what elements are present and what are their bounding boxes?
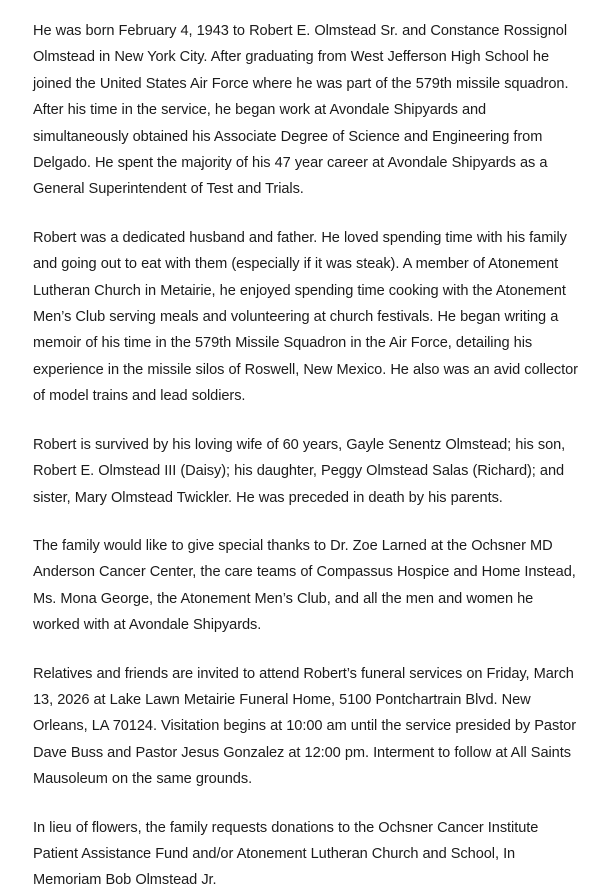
obituary-text-body (33, 18, 578, 894)
paragraph-donations: In lieu of flowers, the family requests donations to the Ochsner Cancer Institute Patient Assistance Fund and/or Atonement Lutheran Church and School, In Memoriam Bob Olmstead Jr. (33, 819, 539, 889)
paragraph-survived-by: Robert is survived by his loving wife of 60 years, Gayle Senentz Olmstead; his son, Robert E. Olmstead III (Daisy); his daughter, Peggy Olmstead Salas (Richard); and sister, Mary Olmstead Twickler. He was preceded in death by his parents. (33, 436, 566, 506)
paragraph-service-details: Relatives and friends are invited to attend Robert’s funeral services on Friday, March 13, 2026 at Lake Lawn Metairie Funeral Home, 5100 Pontchartrain Blvd. New Orleans, LA 70124. Visitation begins at 10:00 am until the service presided by Pastor Dave Buss and Pastor Jesus Gonzalez at 12:00 pm. Interment to follow at All Saints Mausoleum on the same grounds. (33, 665, 577, 788)
paragraph-special-thanks: The family would like to give special thanks to Dr. Zoe Larned at the Ochsner MD Anderson Cancer Center, the care teams of Compassus Hospice and Home Instead, Ms. Mona George, the Atonement Men’s Club, and all the men and women he worked with at Avondale Shipyards. (33, 537, 576, 634)
paragraph-family-and-interests: Robert was a dedicated husband and father. He loved spending time with his family and going out to eat with them (especially if it was steak). A member of Atonement Lutheran Church in Metairie, he enjoyed spending time cooking with the Atonement Men’s Club serving meals and volunteering at church festivals. He began writing a memoir of his time in the 579th Missile Squadron in the Air Force, detailing his experience in the missile silos of Roswell, New Mexico. He also was an avid collector of model trains and lead soldiers. (33, 229, 578, 405)
paragraph-early-life-and-career: He was born February 4, 1943 to Robert E. Olmstead Sr. and Constance Rossignol Olmstead in New York City. After graduating from West Jefferson High School he joined the United States Air Force where he was part of the 579th missile squadron. After his time in the service, he began work at Avondale Shipyards and simultaneously obtained his Associate Degree of Science and Engineering from Delgado. He spent the majority of his 47 year career at Avondale Shipyards as a General Superintendent of Test and Trials. (33, 23, 569, 198)
